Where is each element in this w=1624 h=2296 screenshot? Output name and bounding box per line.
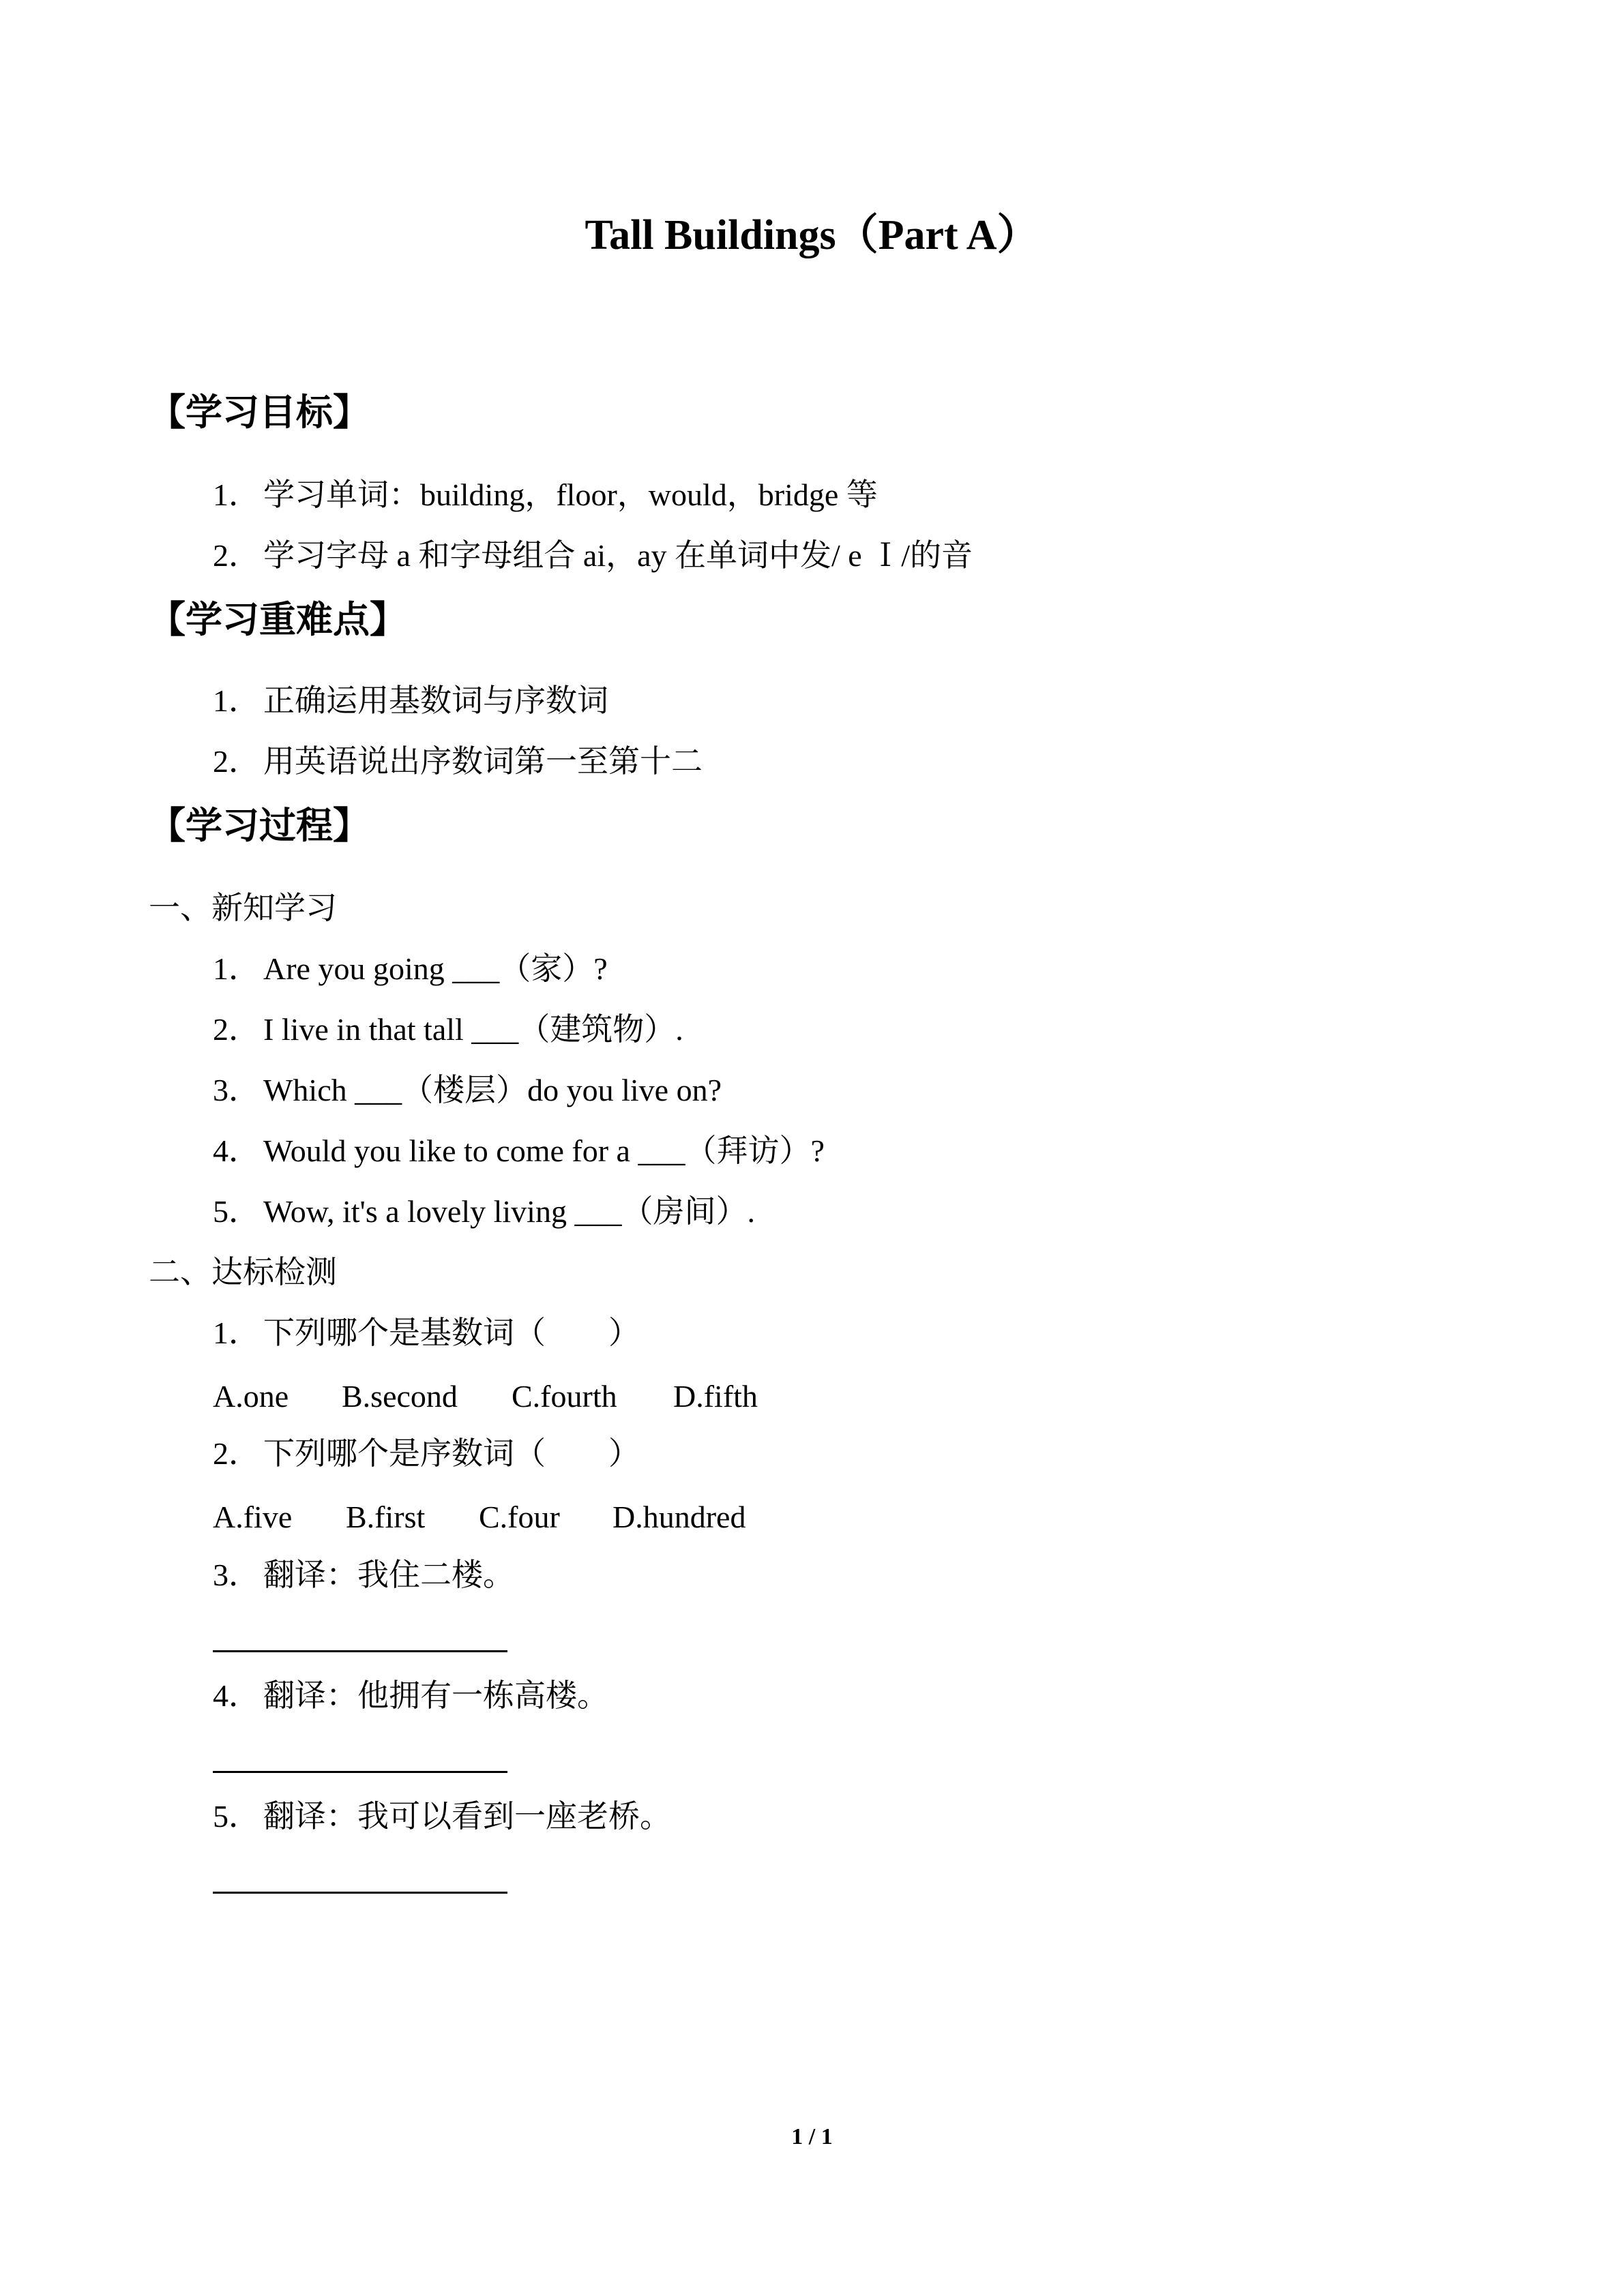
new-knowledge-item-4: [213, 1131, 825, 1172]
test-question-5: [213, 1796, 671, 1837]
option-d[interactable]: D.fifth: [673, 1379, 758, 1414]
option-b[interactable]: B.second: [342, 1379, 458, 1414]
item-number: 1．: [213, 1315, 260, 1350]
item-number: 4．: [213, 1133, 260, 1168]
test-title: 二、达标检测: [149, 1255, 337, 1289]
new-knowledge-item-3: [213, 1070, 722, 1111]
item-text: Would you like to come for a ___（拜访）?: [263, 1133, 825, 1168]
option-d[interactable]: D.hundred: [612, 1500, 746, 1534]
new-knowledge-item-2: [213, 1009, 683, 1050]
key-point-item-2: [213, 741, 703, 782]
objective-item-2: [213, 535, 973, 576]
item-number: 2．: [213, 744, 260, 779]
item-number: 5．: [213, 1194, 260, 1229]
item-number: 3．: [213, 1557, 260, 1592]
item-number: 2．: [213, 1012, 260, 1047]
item-text: 学习单词：building，floor，would，bridge 等: [263, 477, 878, 512]
item-number: 1．: [213, 477, 260, 512]
key-point-item-1: [213, 681, 608, 721]
page-number: 1 / 1: [791, 2124, 833, 2149]
page-title: Tall Buildings（Part A）: [585, 212, 1039, 258]
objective-item-1: [213, 475, 878, 516]
new-knowledge-title: 一、新知学习: [149, 891, 337, 925]
item-text: 翻译：我可以看到一座老桥。: [263, 1799, 671, 1834]
answer-line-5[interactable]: [213, 1892, 507, 1894]
item-text: Are you going ___（家）?: [263, 951, 608, 986]
item-number: 2．: [213, 538, 260, 573]
item-number: 1．: [213, 683, 260, 718]
option-b[interactable]: B.first: [346, 1500, 426, 1534]
item-text: 翻译：我住二楼。: [263, 1557, 514, 1592]
key-points-heading: 【学习重难点】: [149, 598, 407, 641]
test-question-1-options: [213, 1376, 758, 1417]
process-heading: 【学习过程】: [149, 804, 370, 847]
item-number: 3．: [213, 1073, 260, 1107]
answer-line-4[interactable]: [213, 1771, 507, 1773]
option-c[interactable]: C.fourth: [512, 1379, 617, 1414]
test-question-4: [213, 1675, 608, 1716]
option-c[interactable]: C.four: [479, 1500, 560, 1534]
item-number: 5．: [213, 1799, 260, 1834]
new-knowledge-item-1: [213, 949, 608, 989]
item-text: Which ___（楼层）do you live on?: [263, 1073, 722, 1107]
option-a[interactable]: A.five: [213, 1500, 293, 1534]
item-number: 2．: [213, 1436, 260, 1471]
objectives-heading: 【学习目标】: [149, 391, 370, 434]
option-a[interactable]: A.one: [213, 1379, 289, 1414]
test-question-1: [213, 1313, 640, 1354]
item-text: Wow, it's a lovely living ___（房间）.: [263, 1194, 755, 1229]
answer-line-3[interactable]: [213, 1650, 507, 1652]
test-question-3: [213, 1555, 514, 1596]
item-text: 用英语说出序数词第一至第十二: [263, 744, 703, 779]
test-question-2-options: [213, 1497, 745, 1538]
new-knowledge-item-5: [213, 1191, 755, 1232]
item-text: 翻译：他拥有一栋高楼。: [263, 1678, 608, 1713]
item-text: 下列哪个是序数词（ ）: [263, 1436, 640, 1471]
item-text: I live in that tall ___（建筑物）.: [263, 1012, 683, 1047]
test-question-2: [213, 1433, 640, 1474]
item-text: 学习字母 a 和字母组合 ai，ay 在单词中发/ e Ｉ/的音: [263, 538, 973, 573]
item-text: 下列哪个是基数词（ ）: [263, 1315, 640, 1350]
item-number: 1．: [213, 951, 260, 986]
item-number: 4．: [213, 1678, 260, 1713]
item-text: 正确运用基数词与序数词: [263, 683, 608, 718]
